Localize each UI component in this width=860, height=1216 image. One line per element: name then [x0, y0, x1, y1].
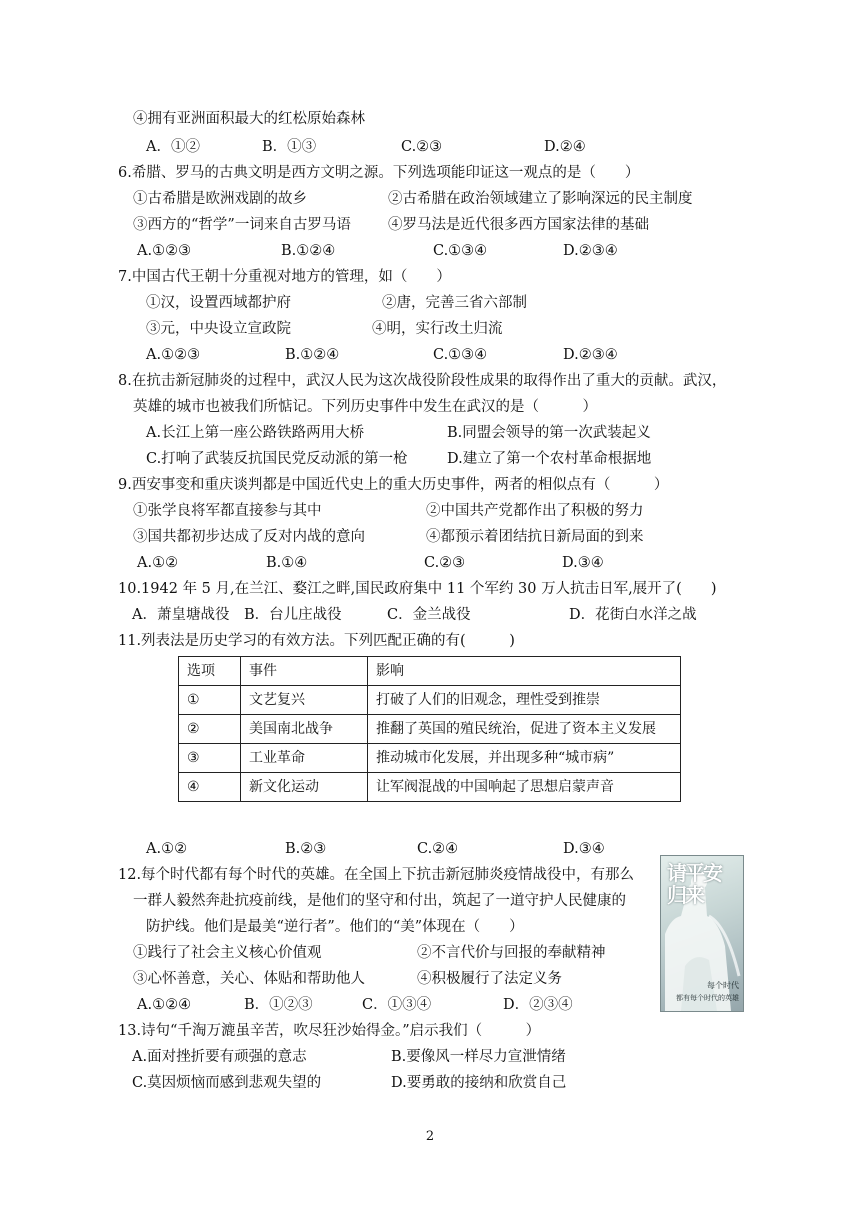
q6-option-b: B.①②④ [281, 243, 336, 259]
table-cell: 美国南北战争 [241, 715, 368, 744]
q10-option-d: D．花街白水洋之战 [569, 607, 697, 623]
table-row [179, 773, 681, 802]
q9-option-d: D.③④ [562, 555, 604, 571]
table-header-row [179, 657, 681, 686]
q7-option-b: B.①②④ [285, 347, 340, 363]
q5-option-d: D.②④ [544, 139, 586, 155]
table-cell: 文艺复兴 [241, 686, 368, 715]
q5-item-4: ④拥有亚洲面积最大的红松原始森林 [133, 111, 365, 127]
q12-stem-line3: 防护线。他们是最美“逆行者”。他们的“美”体现在（ ） [146, 919, 524, 935]
table-cell: 打破了人们的旧观念，理性受到推崇 [368, 686, 681, 715]
q11-option-b: B.②③ [285, 841, 327, 857]
q13-option-a: A.面对挫折要有顽强的意志 [132, 1049, 307, 1065]
q6-option-a: A.①②③ [137, 243, 192, 259]
q12-stem-line2: 一群人毅然奔赴抗疫前线，是他们的坚守和付出，筑起了一道守护人民健康的 [133, 893, 626, 909]
q8-option-d: D.建立了第一个农村革命根据地 [447, 451, 652, 467]
q9-option-b: B.①④ [266, 555, 308, 571]
q13-stem: 13.诗句“千淘万漉虽辛苦，吹尽狂沙始得金。”启示我们（ ） [118, 1023, 541, 1039]
q8-option-a: A.长江上第一座公路铁路两用大桥 [146, 425, 365, 441]
q10-stem: 10.1942 年 5 月,在兰江、婺江之畔,国民政府集中 11 个军约 30 万人抗击日军,展开了( ) [118, 581, 717, 597]
table-row [179, 715, 681, 744]
q11-option-c: C.②④ [417, 841, 459, 857]
q12-stem-line1: 12.每个时代都有每个时代的英雄。在全国上下抗击新冠肺炎疫情战役中，有那么 [118, 867, 635, 883]
q7-stem: 7.中国古代王朝十分重视对地方的管理，如（ ） [118, 269, 451, 285]
q11-table [178, 656, 681, 802]
q7-option-d: D.②③④ [563, 347, 618, 363]
q7-option-c: C.①③④ [433, 347, 488, 363]
table-cell: 新文化运动 [241, 773, 368, 802]
q6-item-2: ②古希腊在政治领域建立了影响深远的民主制度 [388, 191, 693, 207]
table-cell: 工业革命 [241, 744, 368, 773]
q9-item-2: ②中国共产党都作出了积极的努力 [426, 503, 644, 519]
q13-option-b: B.要像风一样尽力宣泄情绪 [391, 1049, 566, 1065]
q9-item-1: ①张学良将军都直接参与其中 [133, 503, 322, 519]
q5-option-c: C.②③ [401, 139, 443, 155]
q10-option-a: A．萧皇塘战役 [132, 607, 230, 623]
table-cell: ③ [179, 744, 241, 773]
q7-option-a: A.①②③ [146, 347, 201, 363]
q8-option-c: C.打响了武装反抗国民党反动派的第一枪 [146, 451, 408, 467]
q9-option-c: C.②③ [424, 555, 466, 571]
q8-stem-line2: 英雄的城市也被我们所惦记。下列历史事件中发生在武汉的是（ ） [133, 399, 597, 415]
poster-title: 请平安归来 [667, 861, 721, 907]
table-cell: 推动城市化发展，并出现多种“城市病” [368, 744, 681, 773]
q12-option-b: B．①②③ [244, 997, 313, 1013]
table-row [179, 686, 681, 715]
q13-option-c: C.莫因烦恼而感到悲观失望的 [132, 1075, 322, 1091]
poster-caption-line1: 每个时代 [707, 981, 739, 990]
q12-option-c: C．①③④ [362, 997, 432, 1013]
table-cell: ② [179, 715, 241, 744]
q6-stem: 6.希腊、罗马的古典文明是西方文明之源。下列选项能印证这一观点的是（ ） [118, 165, 640, 181]
table-cell: 推翻了英国的殖民统治，促进了资本主义发展 [368, 715, 681, 744]
q12-item-4: ④积极履行了法定义务 [417, 971, 562, 987]
q11-option-d: D.③④ [563, 841, 605, 857]
table-header-cell: 事件 [241, 657, 368, 686]
table-header-cell: 影响 [368, 657, 681, 686]
q9-item-4: ④都预示着团结抗日新局面的到来 [426, 529, 644, 545]
q6-item-3: ③西方的“哲学”一词来自古罗马语 [133, 217, 351, 233]
page-number: 2 [425, 1129, 435, 1144]
q8-stem-line1: 8.在抗击新冠肺炎的过程中，武汉人民为这次战役阶段性成果的取得作出了重大的贡献。武汉， [118, 373, 727, 389]
q8-option-b: B.同盟会领导的第一次武装起义 [447, 425, 651, 441]
poster-caption-line2: 都有每个时代的英雄 [676, 994, 739, 1002]
q5-option-b: B．①③ [262, 139, 317, 155]
q7-item-3: ③元，中央设立宣政院 [146, 321, 291, 337]
q6-item-4: ④罗马法是近代很多西方国家法律的基础 [388, 217, 649, 233]
q6-option-d: D.②③④ [563, 243, 618, 259]
q9-item-3: ③国共都初步达成了反对内战的意向 [133, 529, 365, 545]
q7-item-4: ④明，实行改土归流 [372, 321, 503, 337]
table-header-cell: 选项 [179, 657, 241, 686]
q9-option-a: A.①② [137, 555, 179, 571]
q11-option-a: A.①② [146, 841, 188, 857]
q7-item-1: ①汉，设置西域都护府 [146, 295, 291, 311]
q12-option-a: A.①②④ [137, 997, 192, 1013]
q6-option-c: C.①③④ [433, 243, 488, 259]
q10-option-b: B．台儿庄战役 [244, 607, 342, 623]
q11-stem: 11.列表法是历史学习的有效方法。下列匹配正确的有( ) [118, 633, 515, 649]
q12-option-d: D．②③④ [503, 997, 573, 1013]
table-cell: ④ [179, 773, 241, 802]
table-row [179, 744, 681, 773]
q12-item-3: ③心怀善意，关心、体贴和帮助他人 [133, 971, 365, 987]
q5-option-a: A．①② [146, 139, 200, 155]
q10-option-c: C．金兰战役 [387, 607, 471, 623]
q12-item-1: ①践行了社会主义核心价值观 [133, 945, 322, 961]
q12-item-2: ②不言代价与回报的奉献精神 [417, 945, 606, 961]
q9-stem: 9.西安事变和重庆谈判都是中国近代史上的重大历史事件，两者的相似点有（ ） [118, 477, 669, 493]
q13-option-d: D.要勇敢的接纳和欣赏自己 [391, 1075, 567, 1091]
poster-image [660, 855, 744, 1012]
table-cell: 让军阀混战的中国响起了思想启蒙声音 [368, 773, 681, 802]
q7-item-2: ②唐，完善三省六部制 [382, 295, 527, 311]
table-cell: ① [179, 686, 241, 715]
q6-item-1: ①古希腊是欧洲戏剧的故乡 [133, 191, 307, 207]
